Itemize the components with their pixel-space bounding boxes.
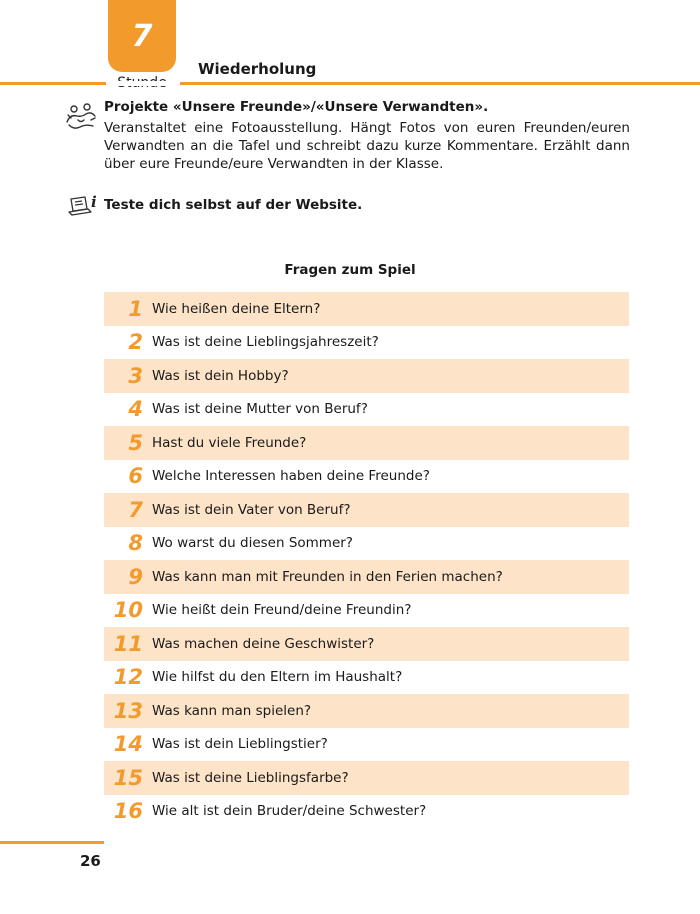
question-row (104, 795, 629, 829)
question-text: Was ist deine Lieblingsfarbe? (152, 769, 349, 786)
question-number: 3 (128, 363, 143, 388)
question-row (104, 560, 629, 594)
question-text: Was kann man spielen? (152, 702, 312, 719)
question-text: Was ist dein Vater von Beruf? (152, 501, 351, 518)
question-text: Was ist deine Mutter von Beruf? (152, 401, 368, 418)
project-block (104, 99, 630, 173)
question-number: 1 (128, 296, 143, 321)
question-number: 4 (128, 397, 143, 422)
question-text: Welche Interessen haben deine Freunde? (152, 468, 430, 485)
question-row (104, 326, 629, 360)
lesson-number-tab (108, 0, 176, 72)
page-title: Wiederholung (198, 60, 317, 78)
question-number: 11 (113, 631, 143, 656)
question-row (104, 493, 629, 527)
question-text: Wie heißen deine Eltern? (152, 300, 321, 317)
question-number: 16 (113, 799, 143, 824)
handshake-icon (64, 100, 98, 134)
question-number: 5 (128, 430, 143, 455)
question-text: Wo warst du diesen Sommer? (152, 535, 353, 552)
question-number: 8 (128, 531, 143, 556)
question-row (104, 661, 629, 695)
question-number: 14 (113, 732, 143, 757)
question-text: Wie hilfst du den Eltern im Haushalt? (152, 669, 403, 686)
question-number: 10 (113, 598, 143, 623)
project-title: Projekte «Unsere Freunde»/«Unsere Verwandten». (104, 99, 489, 115)
question-text: Hast du viele Freunde? (152, 434, 307, 451)
question-number: 9 (128, 564, 143, 589)
question-row (104, 426, 629, 460)
question-row (104, 594, 629, 628)
page-number: 26 (80, 852, 101, 870)
section-title: Fragen zum Spiel (284, 262, 416, 278)
question-row (104, 728, 629, 762)
question-row (104, 527, 629, 561)
question-number: 6 (128, 464, 143, 489)
question-row (104, 460, 629, 494)
question-number: 15 (113, 765, 143, 790)
question-row (104, 761, 629, 795)
question-number: 13 (113, 698, 143, 723)
question-row (104, 627, 629, 661)
question-text: Was ist deine Lieblingsjahreszeit? (152, 334, 379, 351)
question-number: 7 (128, 497, 143, 522)
question-text: Was ist dein Lieblingstier? (152, 736, 328, 753)
question-row (104, 694, 629, 728)
question-text: Wie alt ist dein Bruder/deine Schwester? (152, 803, 427, 820)
svg-text:i: i (91, 193, 97, 211)
question-row (104, 393, 629, 427)
question-list (104, 292, 629, 828)
question-row (104, 359, 629, 393)
question-row (104, 292, 629, 326)
question-number: 12 (113, 665, 143, 690)
header-rule (0, 82, 700, 85)
lesson-number: 7 (131, 18, 153, 54)
website-prompt: Teste dich selbst auf der Website. (104, 197, 363, 213)
laptop-info-icon (66, 193, 100, 219)
project-text: Veranstaltet eine Fotoausstellung. Hängt Fotos von euren Freunden/euren Verwandten an die Tafel und schreibt dazu kurze Kommentare. Erzählt dann über eure Freunde/eure Verwandten in der Klasse. (104, 120, 630, 172)
footer-rule (0, 841, 104, 844)
question-text: Wie heißt dein Freund/deine Freundin? (152, 602, 412, 619)
question-text: Was kann man mit Freunden in den Ferien machen? (152, 568, 503, 585)
question-text: Was machen deine Geschwister? (152, 635, 375, 652)
question-number: 2 (128, 330, 143, 355)
question-text: Was ist dein Hobby? (152, 367, 289, 384)
